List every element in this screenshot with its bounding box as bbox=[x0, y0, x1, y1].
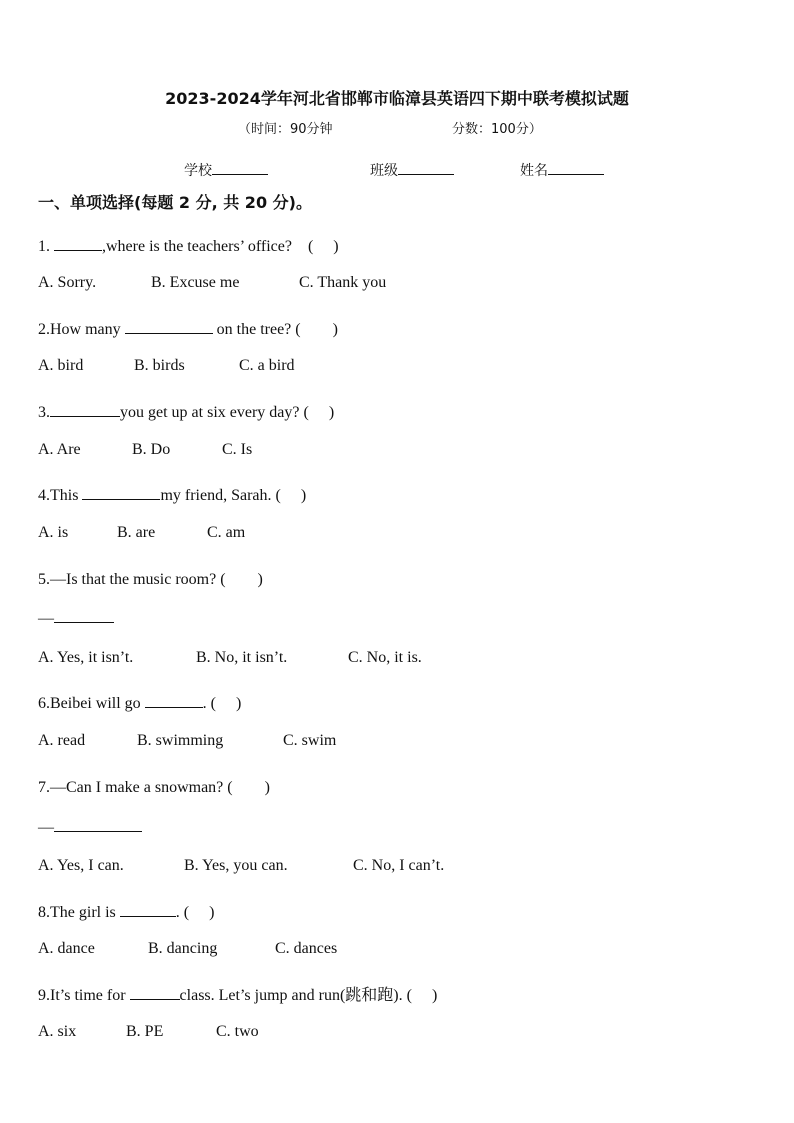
option-a[interactable]: A. six bbox=[38, 1023, 77, 1040]
name-field bbox=[520, 160, 604, 180]
class-blank[interactable] bbox=[398, 160, 454, 175]
answer-paren[interactable]: ( ) bbox=[227, 779, 270, 796]
answer-blank[interactable] bbox=[50, 400, 120, 417]
options-5 bbox=[38, 649, 422, 667]
exam-title: 2023-2024学年河北省邯郸市临漳县英语四下期中联考模拟试题 bbox=[165, 89, 629, 108]
options-1 bbox=[38, 274, 386, 292]
question-stem: 9.It’s time for bbox=[38, 987, 130, 1004]
option-a[interactable]: A. Yes, I can. bbox=[38, 857, 124, 874]
question-9 bbox=[38, 982, 437, 1005]
answer-blank[interactable] bbox=[130, 983, 180, 1000]
option-b[interactable]: B. are bbox=[117, 524, 156, 541]
option-b[interactable]: B. Yes, you can. bbox=[184, 857, 288, 874]
question-stem: 7.—Can I make a snowman? bbox=[38, 779, 224, 796]
option-c[interactable]: C. a bird bbox=[239, 357, 295, 374]
answer-blank[interactable] bbox=[82, 483, 160, 500]
option-a[interactable]: A. Sorry. bbox=[38, 274, 97, 291]
option-a[interactable]: A. Are bbox=[38, 441, 81, 458]
options-7 bbox=[38, 857, 444, 875]
question-stem: 8.The girl is bbox=[38, 904, 120, 921]
option-c[interactable]: C. Is bbox=[222, 441, 253, 458]
answer-paren[interactable]: ( ) bbox=[220, 571, 263, 588]
answer-line-7 bbox=[38, 815, 142, 837]
answer-paren[interactable]: ( ) bbox=[295, 321, 338, 338]
question-stem: 1. bbox=[38, 238, 54, 255]
section-heading: 一、单项选择(每题 2 分, 共 20 分)。 bbox=[38, 193, 312, 212]
option-b[interactable]: B. PE bbox=[126, 1023, 164, 1040]
option-b[interactable]: B. No, it isn’t. bbox=[196, 649, 288, 666]
answer-paren[interactable]: ( ) bbox=[275, 487, 307, 504]
question-stem: class. Let’s jump and run(跳和跑). bbox=[179, 987, 403, 1004]
name-label: 姓名 bbox=[520, 163, 548, 179]
options-8 bbox=[38, 940, 337, 958]
question-1 bbox=[38, 233, 339, 256]
option-a[interactable]: A. bird bbox=[38, 357, 84, 374]
question-stem: you get up at six every day? bbox=[120, 404, 300, 421]
name-blank[interactable] bbox=[548, 160, 604, 175]
answer-blank[interactable] bbox=[120, 900, 176, 917]
option-b[interactable]: B. dancing bbox=[148, 940, 218, 957]
question-6 bbox=[38, 690, 241, 713]
question-stem: on the tree? bbox=[212, 321, 292, 338]
question-stem: 2.How many bbox=[38, 321, 125, 338]
question-8 bbox=[38, 899, 214, 922]
answer-dash: — bbox=[38, 819, 54, 836]
option-c[interactable]: C. No, it is. bbox=[348, 649, 422, 666]
option-c[interactable]: C. No, I can’t. bbox=[353, 857, 445, 874]
answer-blank[interactable] bbox=[145, 691, 203, 708]
question-5 bbox=[38, 566, 263, 589]
question-7 bbox=[38, 774, 270, 797]
class-label: 班级 bbox=[370, 163, 398, 179]
answer-paren[interactable]: ( ) bbox=[303, 404, 335, 421]
question-stem: . bbox=[202, 695, 207, 712]
answer-blank[interactable] bbox=[125, 317, 213, 334]
options-3 bbox=[38, 441, 252, 459]
answer-blank[interactable] bbox=[54, 606, 114, 623]
question-stem: 4.This bbox=[38, 487, 83, 504]
answer-paren[interactable]: ( ) bbox=[183, 904, 215, 921]
exam-time: （时间：90分钟 bbox=[238, 122, 333, 137]
option-b[interactable]: B. Do bbox=[132, 441, 171, 458]
option-a[interactable]: A. Yes, it isn’t. bbox=[38, 649, 134, 666]
question-stem: my friend, Sarah. bbox=[160, 487, 272, 504]
option-a[interactable]: A. read bbox=[38, 732, 86, 749]
question-stem: . bbox=[175, 904, 180, 921]
school-blank[interactable] bbox=[212, 160, 268, 175]
question-stem: 5.—Is that the music room? bbox=[38, 571, 217, 588]
answer-blank[interactable] bbox=[54, 815, 142, 832]
school-label: 学校 bbox=[184, 163, 212, 179]
question-4 bbox=[38, 482, 306, 505]
options-2 bbox=[38, 357, 295, 375]
answer-blank[interactable] bbox=[54, 234, 102, 251]
answer-dash: — bbox=[38, 610, 54, 627]
answer-paren[interactable]: ( ) bbox=[307, 238, 339, 255]
question-stem: ,where is the teachers’ office? bbox=[102, 238, 292, 255]
options-6 bbox=[38, 732, 336, 750]
option-c[interactable]: C. swim bbox=[283, 732, 337, 749]
option-a[interactable]: A. dance bbox=[38, 940, 95, 957]
option-c[interactable]: C. dances bbox=[275, 940, 338, 957]
exam-score: 分数：100分） bbox=[452, 122, 542, 137]
answer-line-5 bbox=[38, 606, 114, 628]
question-3 bbox=[38, 399, 334, 422]
option-b[interactable]: B. birds bbox=[134, 357, 185, 374]
option-c[interactable]: C. am bbox=[207, 524, 246, 541]
options-9 bbox=[38, 1023, 259, 1041]
option-b[interactable]: B. Excuse me bbox=[151, 274, 240, 291]
answer-paren[interactable]: ( ) bbox=[210, 695, 242, 712]
school-field bbox=[184, 160, 268, 180]
option-b[interactable]: B. swimming bbox=[137, 732, 224, 749]
answer-paren[interactable]: ( ) bbox=[406, 987, 438, 1004]
class-field bbox=[370, 160, 454, 180]
option-a[interactable]: A. is bbox=[38, 524, 69, 541]
option-c[interactable]: C. two bbox=[216, 1023, 259, 1040]
question-stem: 3. bbox=[38, 404, 50, 421]
question-2 bbox=[38, 316, 338, 339]
options-4 bbox=[38, 524, 245, 542]
question-stem: 6.Beibei will go bbox=[38, 695, 145, 712]
option-c[interactable]: C. Thank you bbox=[299, 274, 387, 291]
